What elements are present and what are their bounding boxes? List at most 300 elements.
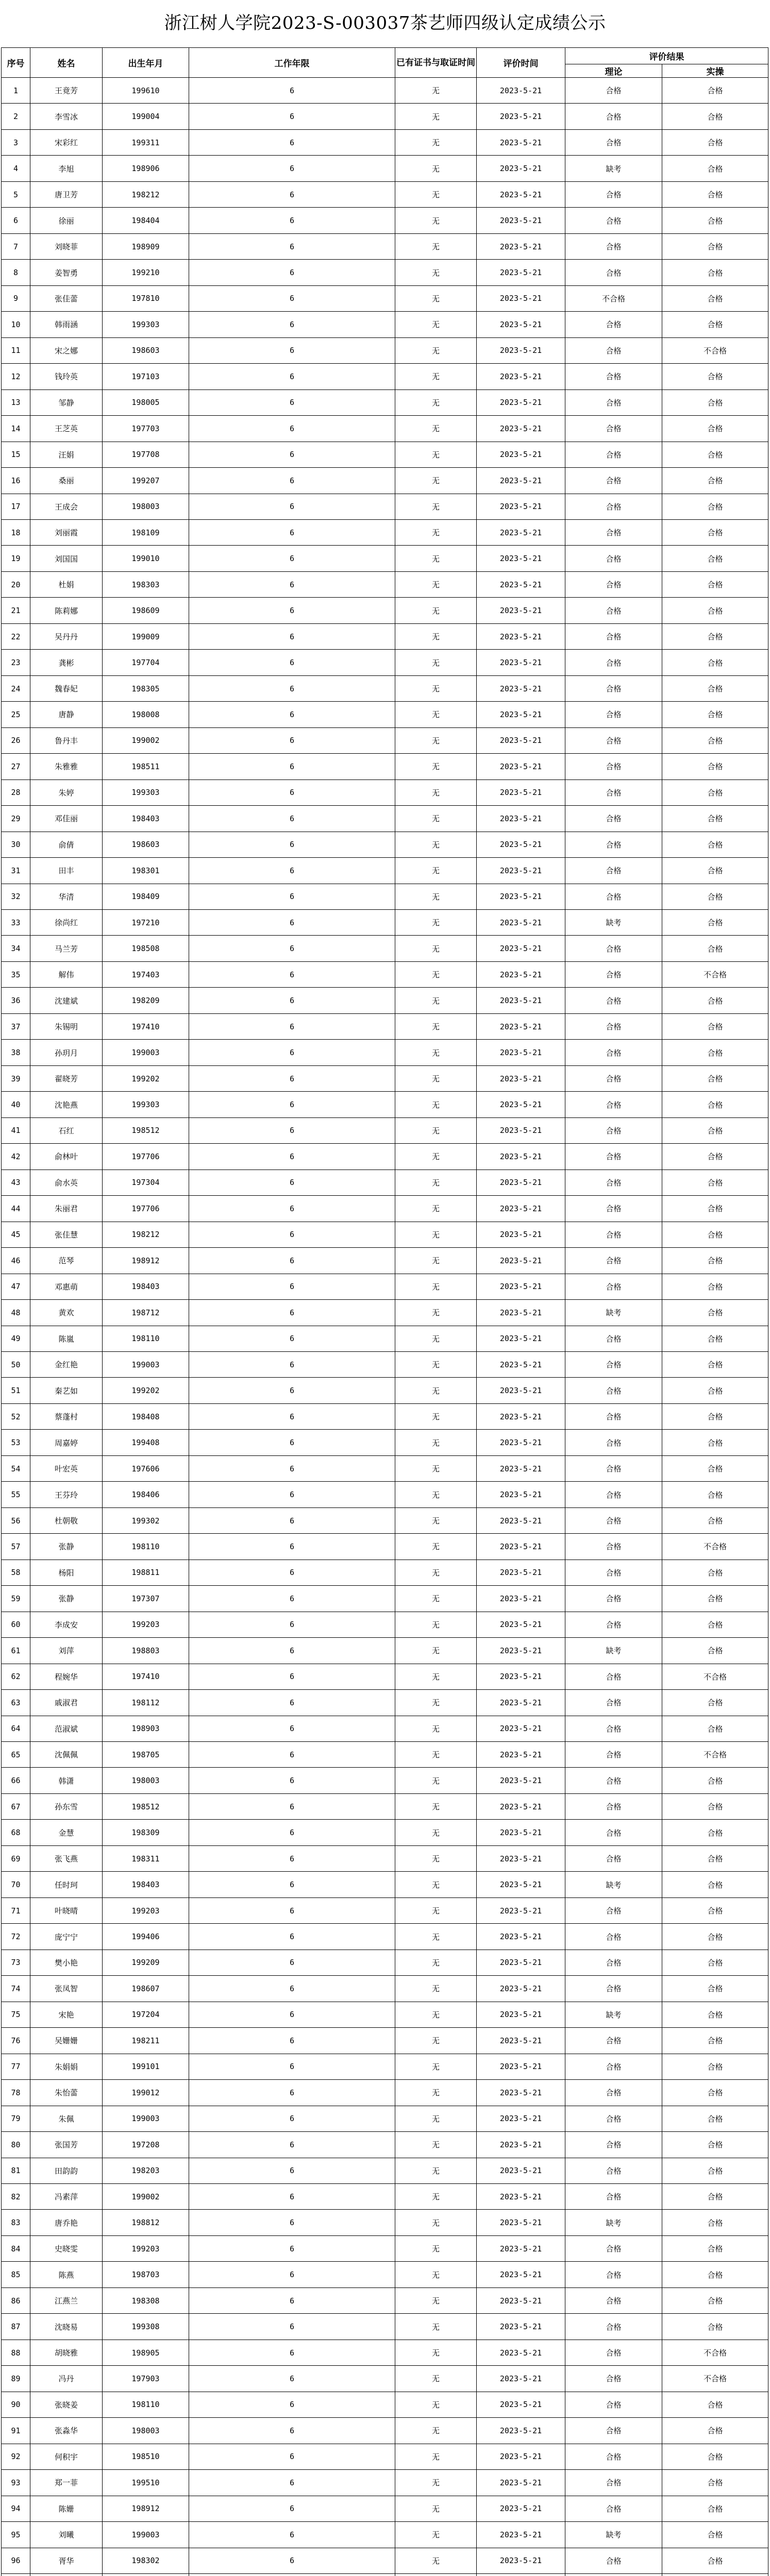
name-cell: 吴丹丹	[30, 623, 103, 649]
years-cell: 6	[189, 571, 395, 597]
table-row	[2, 702, 768, 727]
date-cell: 2023-5-21	[477, 988, 565, 1013]
birth-cell: 198406	[103, 1482, 189, 1507]
birth-cell: 198812	[103, 2210, 189, 2235]
date-cell: 2023-5-21	[477, 416, 565, 442]
birth-cell: 199302	[103, 1507, 189, 1533]
years-cell: 6	[189, 1403, 395, 1429]
date-cell: 2023-5-21	[477, 2418, 565, 2444]
years-cell: 6	[189, 727, 395, 753]
seq-cell: 61	[2, 1638, 30, 1664]
practice-cell: 合格	[662, 2002, 768, 2027]
name-cell: 王成会	[30, 494, 103, 519]
cert-cell: 无	[395, 1897, 477, 1923]
table-row	[2, 2548, 768, 2573]
theory-cell: 合格	[565, 2444, 662, 2469]
cert-cell: 无	[395, 2106, 477, 2131]
seq-cell: 85	[2, 2262, 30, 2287]
seq-cell: 84	[2, 2235, 30, 2261]
years-cell: 6	[189, 546, 395, 571]
header-cert: 已有证书与取证时间	[395, 48, 477, 78]
theory-cell: 合格	[565, 1534, 662, 1560]
birth-cell: 199203	[103, 1897, 189, 1923]
theory-cell: 合格	[565, 2054, 662, 2079]
date-cell: 2023-5-21	[477, 2392, 565, 2417]
years-cell: 6	[189, 442, 395, 467]
seq-cell: 49	[2, 1326, 30, 1351]
name-cell: 徐尚红	[30, 910, 103, 936]
cert-cell: 无	[395, 2314, 477, 2340]
practice-cell: 合格	[662, 1274, 768, 1299]
table-row	[2, 2392, 768, 2417]
table-row	[2, 519, 768, 545]
practice-cell: 合格	[662, 1768, 768, 1793]
seq-cell: 23	[2, 650, 30, 675]
table-row	[2, 1482, 768, 1507]
cert-cell: 无	[395, 2418, 477, 2444]
birth-cell: 198003	[103, 494, 189, 519]
practice-cell: 合格	[662, 104, 768, 129]
seq-cell: 76	[2, 2028, 30, 2054]
years-cell: 6	[189, 1300, 395, 1326]
years-cell: 6	[189, 1378, 395, 1403]
date-cell: 2023-5-21	[477, 1300, 565, 1326]
name-cell: 张静	[30, 1534, 103, 1560]
theory-cell: 合格	[565, 2235, 662, 2261]
cert-cell: 无	[395, 260, 477, 285]
table-row	[2, 1638, 768, 1664]
table-row	[2, 260, 768, 285]
table-row	[2, 675, 768, 701]
practice-cell: 合格	[662, 1560, 768, 1585]
cert-cell: 无	[395, 1924, 477, 1950]
seq-cell: 88	[2, 2340, 30, 2365]
date-cell: 2023-5-21	[477, 1378, 565, 1403]
table-row	[2, 2470, 768, 2496]
birth-cell: 199010	[103, 546, 189, 571]
date-cell: 2023-5-21	[477, 104, 565, 129]
birth-cell: 198209	[103, 988, 189, 1013]
name-cell: 魏春妃	[30, 675, 103, 701]
name-cell: 鲁丹丰	[30, 727, 103, 753]
date-cell: 2023-5-21	[477, 961, 565, 987]
date-cell: 2023-5-21	[477, 884, 565, 909]
birth-cell: 197208	[103, 2132, 189, 2158]
practice-cell: 合格	[662, 1248, 768, 1274]
name-cell: 刘萍	[30, 1638, 103, 1664]
table-row	[2, 1403, 768, 1429]
seq-cell: 29	[2, 806, 30, 832]
date-cell: 2023-5-21	[477, 2002, 565, 2027]
practice-cell: 合格	[662, 1040, 768, 1065]
practice-cell: 合格	[662, 260, 768, 285]
cert-cell: 无	[395, 1612, 477, 1637]
cert-cell: 无	[395, 1872, 477, 1897]
birth-cell: 198211	[103, 2028, 189, 2054]
cert-cell: 无	[395, 519, 477, 545]
practice-cell: 合格	[662, 1403, 768, 1429]
practice-cell: 合格	[662, 233, 768, 259]
date-cell: 2023-5-21	[477, 2210, 565, 2235]
theory-cell: 合格	[565, 1507, 662, 1533]
birth-cell: 197706	[103, 1144, 189, 1170]
birth-cell: 198403	[103, 806, 189, 832]
seq-cell: 20	[2, 571, 30, 597]
years-cell: 6	[189, 1612, 395, 1637]
cert-cell: 无	[395, 1300, 477, 1326]
seq-cell: 35	[2, 961, 30, 987]
table-row	[2, 754, 768, 779]
name-cell	[30, 2574, 103, 2576]
seq-cell: 70	[2, 1872, 30, 1897]
date-cell: 2023-5-21	[477, 727, 565, 753]
cert-cell: 无	[395, 1170, 477, 1195]
table-row	[2, 1742, 768, 1768]
birth-cell: 199202	[103, 1065, 189, 1091]
practice-cell: 合格	[662, 2548, 768, 2573]
years-cell: 6	[189, 1768, 395, 1793]
table-row	[2, 2106, 768, 2131]
seq-cell: 28	[2, 779, 30, 805]
practice-cell: 合格	[662, 1170, 768, 1195]
birth-cell: 198110	[103, 1534, 189, 1560]
cert-cell: 无	[395, 1507, 477, 1533]
table-row	[2, 2132, 768, 2158]
theory-cell: 合格	[565, 1976, 662, 2002]
cert-cell: 无	[395, 727, 477, 753]
name-cell: 金红艳	[30, 1351, 103, 1377]
years-cell: 6	[189, 468, 395, 494]
birth-cell: 198403	[103, 1274, 189, 1299]
years-cell: 6	[189, 961, 395, 987]
cert-cell: 无	[395, 598, 477, 623]
name-cell: 马兰芳	[30, 936, 103, 961]
years-cell	[189, 2574, 395, 2576]
seq-cell: 89	[2, 2366, 30, 2392]
years-cell: 6	[189, 1820, 395, 1845]
practice-cell: 合格	[662, 2522, 768, 2548]
practice-cell: 合格	[662, 519, 768, 545]
date-cell: 2023-5-21	[477, 78, 565, 104]
date-cell: 2023-5-21	[477, 2028, 565, 2054]
practice-cell: 合格	[662, 2444, 768, 2469]
cert-cell: 无	[395, 1065, 477, 1091]
years-cell: 6	[189, 1560, 395, 1585]
table-row	[2, 1768, 768, 1793]
years-cell: 6	[189, 1976, 395, 2002]
theory-cell: 合格	[565, 702, 662, 727]
header-years: 工作年限	[189, 48, 395, 78]
practice-cell: 合格	[662, 2132, 768, 2158]
date-cell: 2023-5-21	[477, 650, 565, 675]
birth-cell: 198212	[103, 1222, 189, 1247]
name-cell: 戚淑君	[30, 1690, 103, 1716]
practice-cell: 合格	[662, 2392, 768, 2417]
years-cell: 6	[189, 494, 395, 519]
table-row	[2, 598, 768, 623]
practice-cell: 合格	[662, 2080, 768, 2106]
birth-cell: 197204	[103, 2002, 189, 2027]
birth-cell: 198603	[103, 832, 189, 857]
seq-cell: 78	[2, 2080, 30, 2106]
birth-cell: 199012	[103, 2080, 189, 2106]
date-cell: 2023-5-21	[477, 1897, 565, 1923]
name-cell: 何积宇	[30, 2444, 103, 2469]
name-cell: 朱雅雅	[30, 754, 103, 779]
birth-cell: 198803	[103, 1638, 189, 1664]
seq-cell: 66	[2, 1768, 30, 1793]
practice-cell: 合格	[662, 1430, 768, 1455]
practice-cell: 合格	[662, 1092, 768, 1117]
seq-cell: 45	[2, 1222, 30, 1247]
seq-cell: 16	[2, 468, 30, 494]
seq-cell: 60	[2, 1612, 30, 1637]
date-cell: 2023-5-21	[477, 546, 565, 571]
theory-cell: 合格	[565, 650, 662, 675]
table-row	[2, 1117, 768, 1143]
cert-cell: 无	[395, 2235, 477, 2261]
table-row	[2, 1793, 768, 1819]
theory-cell: 合格	[565, 1378, 662, 1403]
years-cell: 6	[189, 832, 395, 857]
seq-cell: 37	[2, 1013, 30, 1039]
practice-cell: 合格	[662, 156, 768, 181]
name-cell: 张凤智	[30, 1976, 103, 2002]
birth-cell: 198603	[103, 337, 189, 363]
cert-cell: 无	[395, 650, 477, 675]
practice-cell: 合格	[662, 129, 768, 155]
date-cell: 2023-5-21	[477, 1950, 565, 1975]
years-cell: 6	[189, 181, 395, 207]
date-cell: 2023-5-21	[477, 2314, 565, 2340]
practice-cell: 合格	[662, 2470, 768, 2496]
name-cell: 朱佩	[30, 2106, 103, 2131]
table-row	[2, 104, 768, 129]
cert-cell: 无	[395, 2002, 477, 2027]
theory-cell: 合格	[565, 1144, 662, 1170]
seq-cell: 44	[2, 1196, 30, 1222]
cert-cell: 无	[395, 181, 477, 207]
cert-cell: 无	[395, 858, 477, 884]
cert-cell: 无	[395, 389, 477, 415]
seq-cell: 59	[2, 1586, 30, 1612]
practice-cell: 不合格	[662, 2366, 768, 2392]
name-cell: 杨阳	[30, 1560, 103, 1585]
years-cell: 6	[189, 285, 395, 311]
table-row	[2, 2522, 768, 2548]
date-cell: 2023-5-21	[477, 260, 565, 285]
practice-cell: 合格	[662, 1612, 768, 1637]
theory-cell: 合格	[565, 727, 662, 753]
table-row	[2, 416, 768, 442]
name-cell: 冯丹	[30, 2366, 103, 2392]
birth-cell: 198909	[103, 233, 189, 259]
cert-cell: 无	[395, 2366, 477, 2392]
practice-cell: 合格	[662, 1144, 768, 1170]
name-cell: 宋之娜	[30, 337, 103, 363]
years-cell: 6	[189, 2262, 395, 2287]
cert-cell: 无	[395, 546, 477, 571]
table-row	[2, 1716, 768, 1741]
name-cell: 张国芳	[30, 2132, 103, 2158]
theory-cell: 合格	[565, 1845, 662, 1871]
date-cell: 2023-5-21	[477, 2444, 565, 2469]
years-cell: 6	[189, 1690, 395, 1716]
seq-cell: 22	[2, 623, 30, 649]
cert-cell: 无	[395, 2132, 477, 2158]
cert-cell: 无	[395, 1430, 477, 1455]
theory-cell: 合格	[565, 364, 662, 389]
name-cell: 江燕兰	[30, 2287, 103, 2313]
cert-cell: 无	[395, 1092, 477, 1117]
years-cell: 6	[189, 1430, 395, 1455]
cert-cell: 无	[395, 910, 477, 936]
years-cell: 6	[189, 78, 395, 104]
theory-cell: 合格	[565, 546, 662, 571]
birth-cell: 199610	[103, 78, 189, 104]
years-cell: 6	[189, 416, 395, 442]
name-cell: 沈艳燕	[30, 1092, 103, 1117]
theory-cell: 合格	[565, 2132, 662, 2158]
practice-cell: 合格	[662, 754, 768, 779]
date-cell: 2023-5-21	[477, 2496, 565, 2521]
birth-cell: 199101	[103, 2054, 189, 2079]
seq-cell: 62	[2, 1664, 30, 1689]
date-cell: 2023-5-21	[477, 779, 565, 805]
cert-cell: 无	[395, 2054, 477, 2079]
theory-cell: 合格	[565, 312, 662, 337]
table-row	[2, 2418, 768, 2444]
birth-cell: 198003	[103, 2418, 189, 2444]
practice-cell: 合格	[662, 1117, 768, 1143]
table-row	[2, 988, 768, 1013]
date-cell: 2023-5-21	[477, 208, 565, 233]
table-row	[2, 961, 768, 987]
years-cell: 6	[189, 519, 395, 545]
cert-cell: 无	[395, 1482, 477, 1507]
theory-cell: 合格	[565, 779, 662, 805]
date-cell: 2023-5-21	[477, 1351, 565, 1377]
table-row	[2, 1378, 768, 1403]
cert-cell: 无	[395, 1716, 477, 1741]
date-cell: 2023-5-21	[477, 2340, 565, 2365]
date-cell: 2023-5-21	[477, 1455, 565, 1481]
practice-cell: 合格	[662, 910, 768, 936]
table-row	[2, 2158, 768, 2183]
table-row	[2, 1872, 768, 1897]
theory-cell: 合格	[565, 389, 662, 415]
name-cell: 沈建斌	[30, 988, 103, 1013]
name-cell: 朱丽君	[30, 1196, 103, 1222]
table-row	[2, 1300, 768, 1326]
table-row	[2, 1534, 768, 1560]
date-cell: 2023-5-21	[477, 181, 565, 207]
date-cell: 2023-5-21	[477, 675, 565, 701]
date-cell: 2023-5-21	[477, 1742, 565, 1768]
practice-cell: 合格	[662, 364, 768, 389]
name-cell: 汪娟	[30, 442, 103, 467]
cert-cell: 无	[395, 1586, 477, 1612]
date-cell: 2023-5-21	[477, 1664, 565, 1689]
years-cell: 6	[189, 910, 395, 936]
seq-cell: 67	[2, 1793, 30, 1819]
seq-cell: 31	[2, 858, 30, 884]
practice-cell: 合格	[662, 2054, 768, 2079]
date-cell: 2023-5-21	[477, 571, 565, 597]
birth-cell: 198109	[103, 519, 189, 545]
birth-cell: 199002	[103, 727, 189, 753]
date-cell: 2023-5-21	[477, 494, 565, 519]
theory-cell: 合格	[565, 1560, 662, 1585]
name-cell: 韩雨涵	[30, 312, 103, 337]
theory-cell: 合格	[565, 1222, 662, 1247]
date-cell: 2023-5-21	[477, 285, 565, 311]
theory-cell: 合格	[565, 2183, 662, 2209]
theory-cell: 合格	[565, 233, 662, 259]
cert-cell: 无	[395, 1117, 477, 1143]
years-cell: 6	[189, 1897, 395, 1923]
birth-cell: 199209	[103, 1950, 189, 1975]
name-cell: 蔡蓬村	[30, 1403, 103, 1429]
practice-cell: 合格	[662, 1351, 768, 1377]
table-row	[2, 337, 768, 363]
date-cell: 2023-5-21	[477, 1560, 565, 1585]
seq-cell: 13	[2, 389, 30, 415]
years-cell: 6	[189, 1170, 395, 1195]
birth-cell: 198712	[103, 1300, 189, 1326]
years-cell: 6	[189, 2054, 395, 2079]
years-cell: 6	[189, 260, 395, 285]
theory-cell: 合格	[565, 806, 662, 832]
years-cell: 6	[189, 779, 395, 805]
name-cell: 陈嵐	[30, 1326, 103, 1351]
seq-cell: 30	[2, 832, 30, 857]
seq-cell: 93	[2, 2470, 30, 2496]
date-cell: 2023-5-21	[477, 1793, 565, 1819]
theory-cell: 合格	[565, 1430, 662, 1455]
table-row	[2, 571, 768, 597]
seq-cell: 75	[2, 2002, 30, 2027]
cert-cell: 无	[395, 1638, 477, 1664]
practice-cell: 合格	[662, 285, 768, 311]
date-cell: 2023-5-21	[477, 233, 565, 259]
seq-cell: 36	[2, 988, 30, 1013]
header-seq: 序号	[2, 48, 30, 78]
years-cell: 6	[189, 129, 395, 155]
seq-cell: 10	[2, 312, 30, 337]
birth-cell: 198906	[103, 156, 189, 181]
date-cell: 2023-5-21	[477, 1222, 565, 1247]
practice-cell: 合格	[662, 1196, 768, 1222]
table-row	[2, 2028, 768, 2054]
seq-cell	[2, 2574, 30, 2576]
name-cell: 陈燕	[30, 2262, 103, 2287]
table-row	[2, 494, 768, 519]
table-row	[2, 364, 768, 389]
table-row	[2, 2210, 768, 2235]
table-row	[2, 1507, 768, 1533]
date-cell: 2023-5-21	[477, 1092, 565, 1117]
name-cell: 胥华	[30, 2548, 103, 2573]
theory-cell: 合格	[565, 2106, 662, 2131]
seq-cell: 21	[2, 598, 30, 623]
table-row	[2, 285, 768, 311]
table-row	[2, 2574, 768, 2576]
table-row	[2, 2183, 768, 2209]
practice-cell: 不合格	[662, 337, 768, 363]
birth-cell: 198512	[103, 1117, 189, 1143]
birth-cell: 198912	[103, 1248, 189, 1274]
